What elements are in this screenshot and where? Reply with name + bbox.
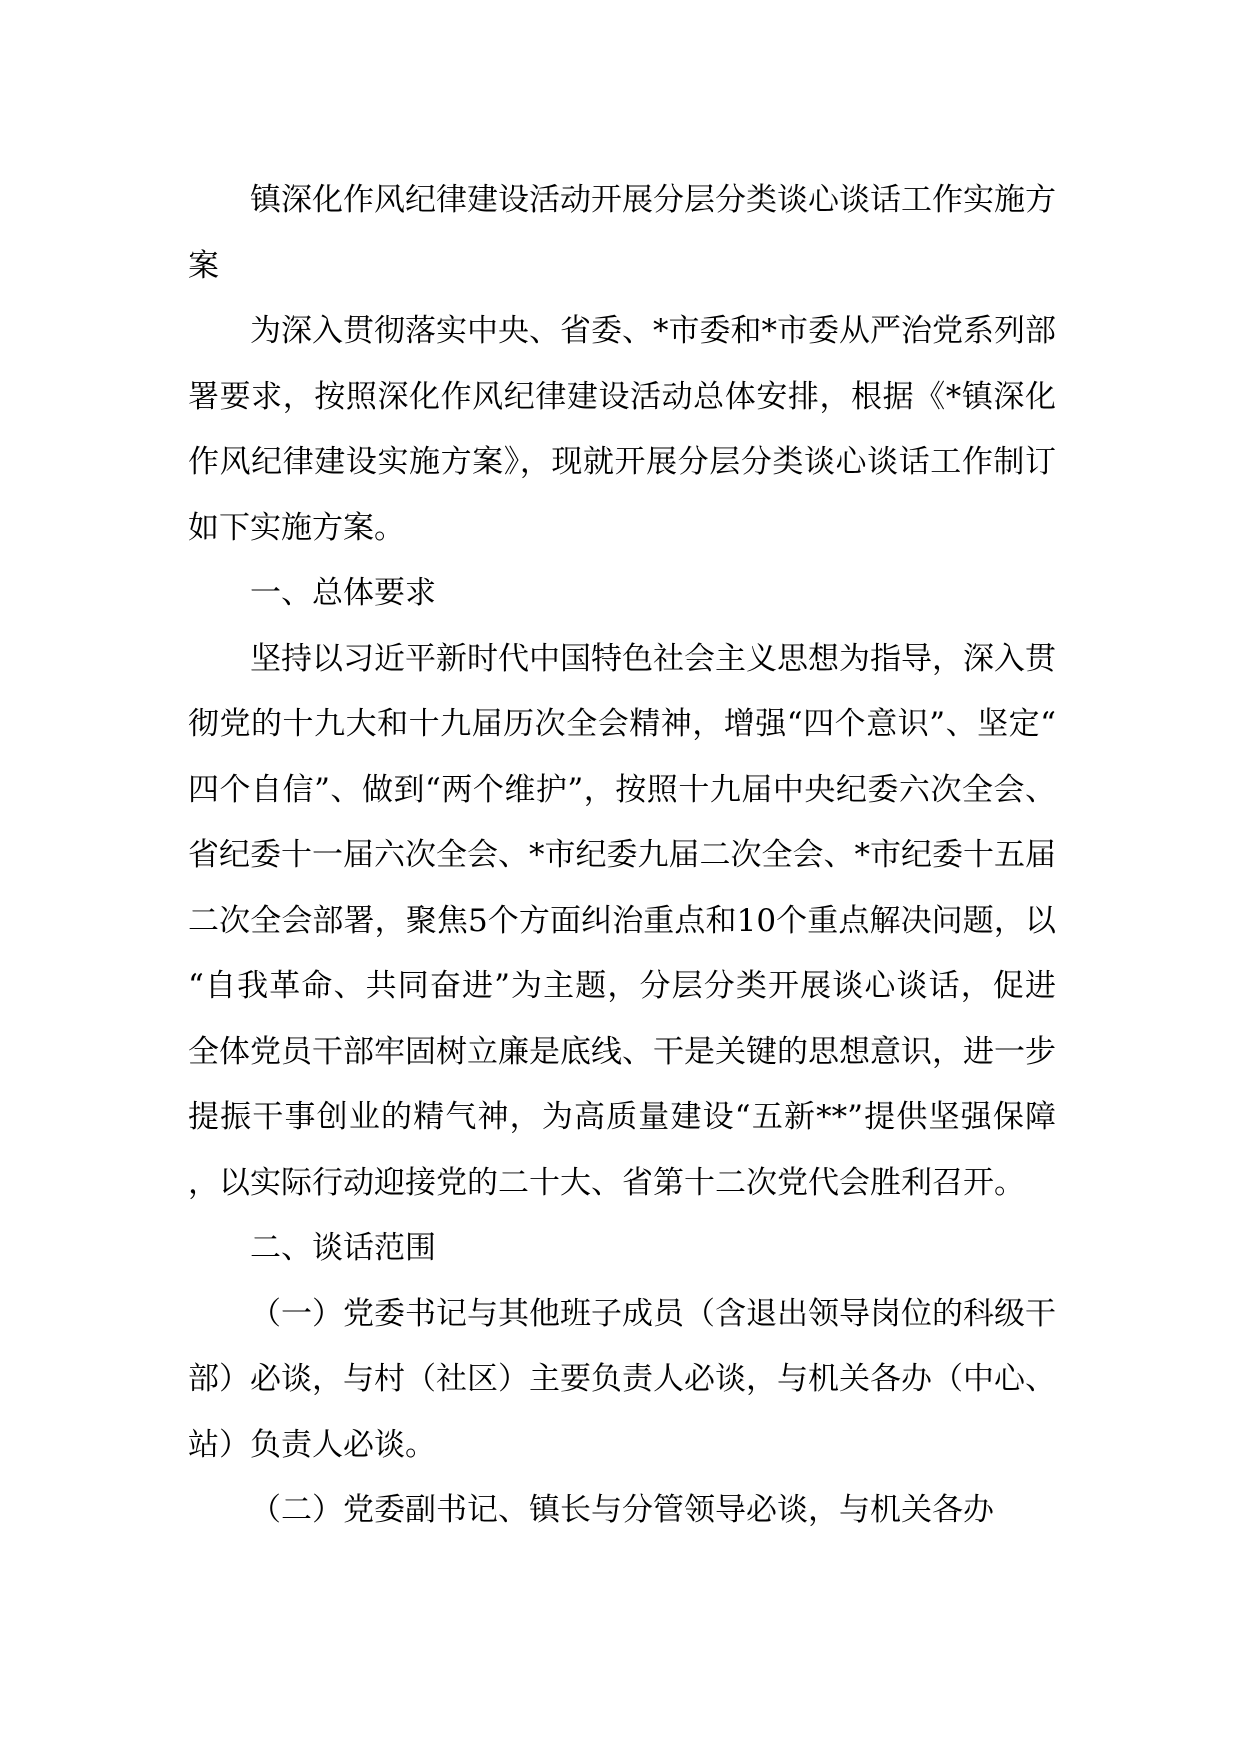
section-2-item-2: （二）党委副书记、镇长与分管领导必谈，与机关各办 xyxy=(250,1492,994,1528)
section-1-heading: 一、总体要求 xyxy=(250,575,436,611)
intro-paragraph: 为深入贯彻落实中央、省委、*市委和*市委从严治党系列部署要求，按照深化作风纪律建设活动总体安排，根据《*镇深化作风纪律建设实施方案》，现就开展分层分类谈心谈话工作制订如下实施方案。 xyxy=(188,313,1056,546)
section-1-body: 坚持以习近平新时代中国特色社会主义思想为指导，深入贯彻党的十九大和十九届历次全会精神，增强“四个意识”、坚定“四个自信”、做到“两个维护”，按照十九届中央纪委六次全会、省纪委十一届六次全会、*市纪委九届二次全会、*市纪委十五届二次全会部署，聚焦5个方面纠治重点和10个重点解决问题，以“自我革命、共同奋进”为主题，分层分类开展谈心谈话，促进全体党员干部牢固树立廉是底线、干是关键的思想意识，进一步提振干事创业的精气神，为高质量建设“五新**”提供坚强保障，以实际行动迎接党的二十大、省第十二次党代会胜利召开。 xyxy=(188,640,1056,1201)
document-page xyxy=(188,168,1056,1544)
document-title: 镇深化作风纪律建设活动开展分层分类谈心谈话工作实施方案 xyxy=(188,182,1056,284)
section-2-heading: 二、谈话范围 xyxy=(250,1230,436,1266)
section-2-item-1: （一）党委书记与其他班子成员（含退出领导岗位的科级干部）必谈，与村（社区）主要负责人必谈，与机关各办（中心、站）负责人必谈。 xyxy=(188,1295,1056,1463)
